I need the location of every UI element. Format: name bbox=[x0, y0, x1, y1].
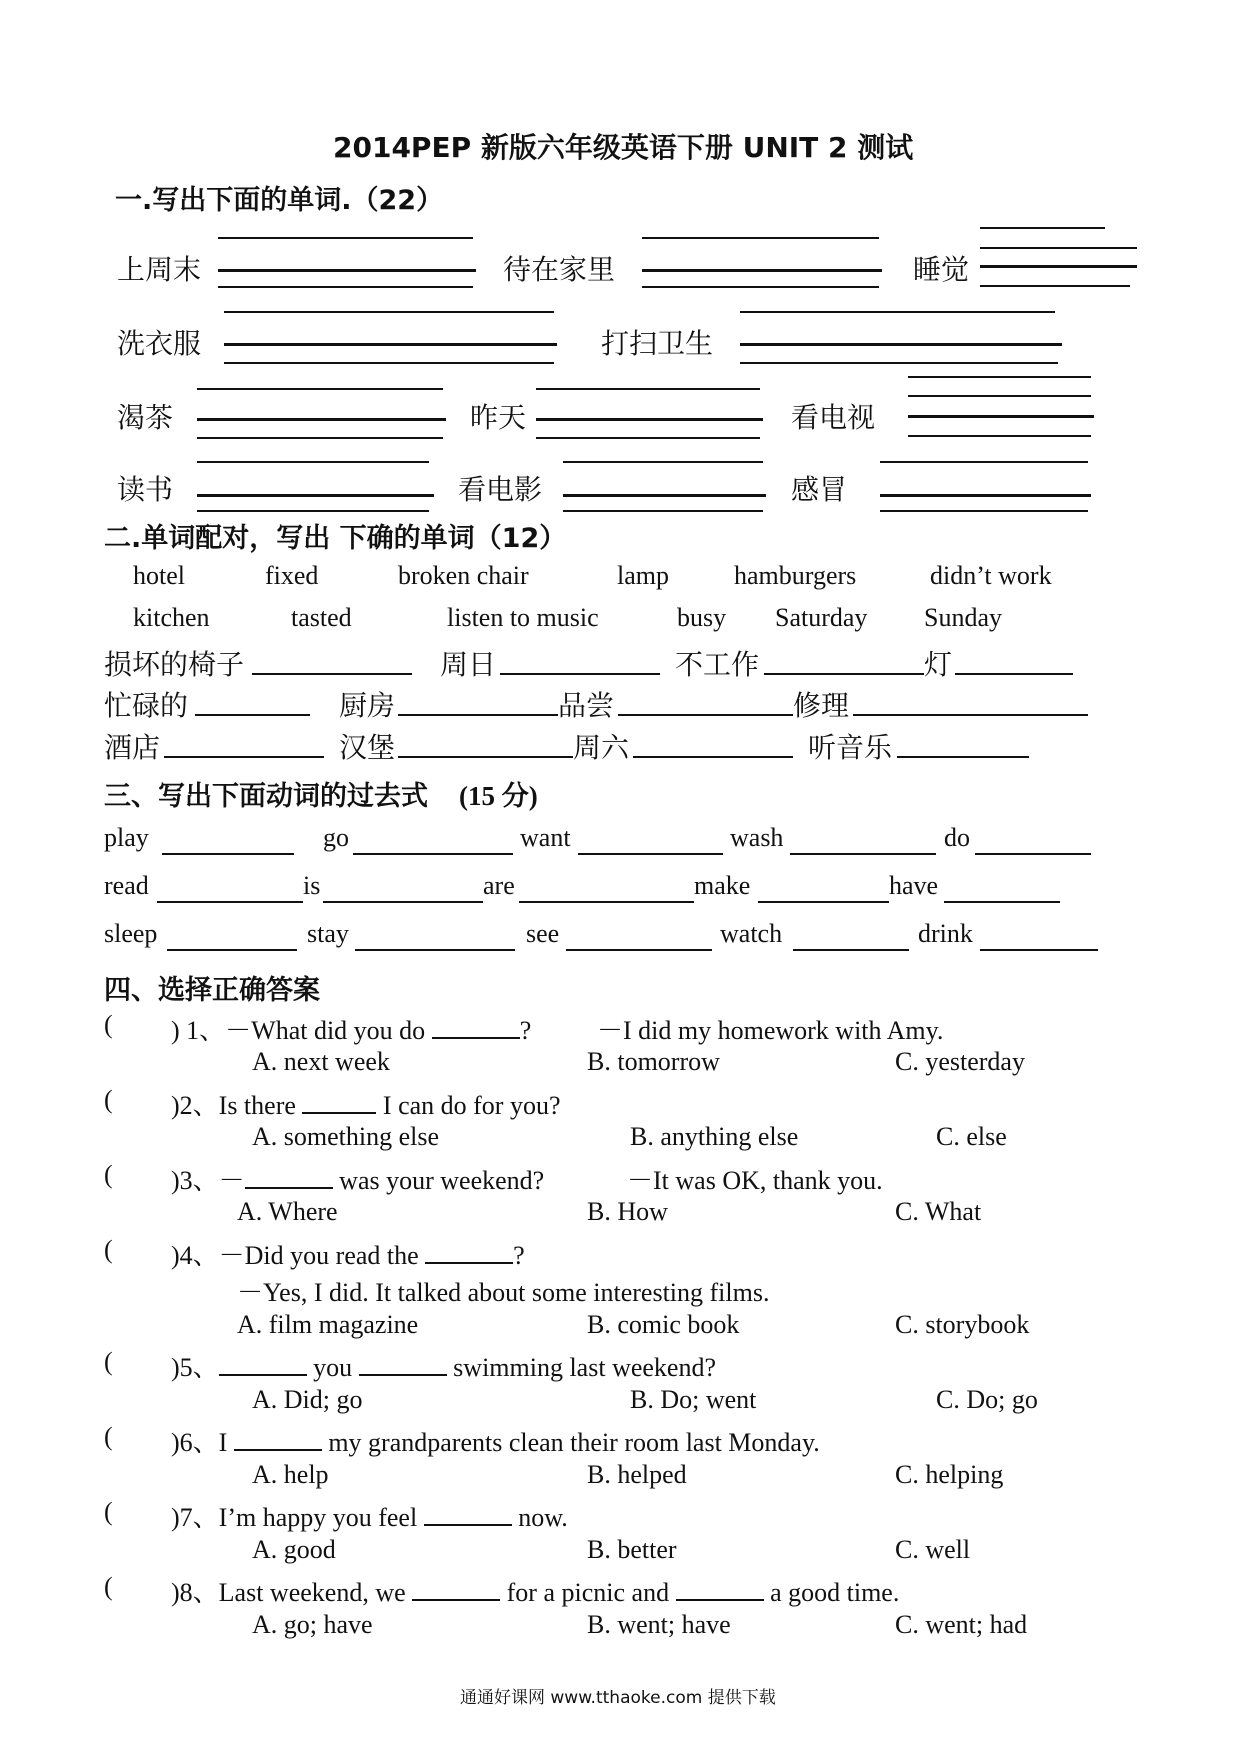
match-word: didn’t work bbox=[930, 561, 1052, 590]
answer-paren[interactable]: ( bbox=[104, 1347, 113, 1376]
answer-blank[interactable] bbox=[793, 949, 909, 951]
s2-prompt: 不工作 bbox=[675, 648, 760, 681]
writing-line[interactable] bbox=[218, 269, 476, 272]
writing-line[interactable] bbox=[980, 285, 1130, 287]
writing-line[interactable] bbox=[740, 362, 1058, 364]
answer-blank[interactable] bbox=[353, 853, 513, 855]
answer-blank[interactable] bbox=[975, 853, 1091, 855]
answer-blank[interactable] bbox=[157, 901, 303, 903]
s2-prompt: 忙碌的 bbox=[104, 689, 189, 722]
answer-paren[interactable]: ( bbox=[104, 1160, 113, 1189]
writing-line[interactable] bbox=[197, 437, 443, 439]
question-blank[interactable] bbox=[302, 1111, 376, 1114]
s1-item-drink-tea: 渴茶 bbox=[117, 401, 174, 434]
answer-blank[interactable] bbox=[897, 756, 1029, 758]
verb: are bbox=[483, 871, 515, 900]
answer-blank[interactable] bbox=[853, 714, 1088, 716]
answer-blank[interactable] bbox=[618, 714, 793, 716]
answer-blank[interactable] bbox=[500, 673, 660, 675]
writing-line[interactable] bbox=[908, 376, 1091, 378]
question-text: a good time. bbox=[770, 1578, 900, 1607]
writing-line[interactable] bbox=[197, 418, 446, 421]
s1-item-watch-film: 看电影 bbox=[458, 473, 543, 506]
answer-blank[interactable] bbox=[980, 949, 1098, 951]
answer-paren[interactable]: ( bbox=[104, 1010, 113, 1039]
option-b[interactable]: B. How bbox=[587, 1197, 668, 1226]
answer-blank[interactable] bbox=[398, 756, 573, 758]
match-word: hotel bbox=[133, 561, 185, 590]
question-text: )4、－Did you read the bbox=[171, 1241, 419, 1270]
option-c[interactable]: C. else bbox=[936, 1122, 1007, 1151]
question-text: )8、Last weekend, we bbox=[171, 1578, 406, 1607]
question-3 bbox=[171, 1160, 544, 1197]
question-text: you bbox=[313, 1353, 353, 1382]
answer-blank[interactable] bbox=[944, 901, 1060, 903]
match-word: busy bbox=[677, 603, 727, 632]
verb: make bbox=[694, 871, 751, 900]
question-blank[interactable] bbox=[245, 1186, 333, 1189]
writing-line[interactable] bbox=[563, 494, 766, 497]
s1-item-read-books: 读书 bbox=[117, 473, 174, 506]
question-6 bbox=[171, 1422, 820, 1459]
question-text: was your weekend? bbox=[339, 1166, 545, 1195]
s2-prompt: 汉堡 bbox=[339, 731, 396, 764]
s1-item-wash-clothes: 洗衣服 bbox=[117, 327, 202, 360]
match-word: kitchen bbox=[133, 603, 210, 632]
section2-heading: 二.单词配对，写出 下确的单词（12） bbox=[104, 523, 567, 554]
s2-prompt: 品尝 bbox=[558, 689, 615, 722]
question-text: I can do for you? bbox=[382, 1091, 561, 1120]
option-b[interactable]: B. tomorrow bbox=[587, 1047, 720, 1076]
writing-line[interactable] bbox=[908, 435, 1091, 437]
s1-item-clean-room: 打扫卫生 bbox=[601, 327, 714, 360]
writing-line[interactable] bbox=[908, 395, 1091, 397]
writing-line[interactable] bbox=[563, 461, 763, 463]
question-text: )3、－ bbox=[171, 1166, 245, 1195]
writing-line[interactable] bbox=[740, 311, 1055, 313]
section4-heading: 四、选择正确答案 bbox=[104, 975, 320, 1006]
writing-line[interactable] bbox=[880, 461, 1088, 463]
match-word: broken chair bbox=[398, 561, 529, 590]
option-c[interactable]: C. helping bbox=[895, 1460, 1004, 1489]
answer-blank[interactable] bbox=[566, 949, 712, 951]
question-text: －I did my homework with Amy. bbox=[597, 1016, 944, 1045]
option-a[interactable]: A. something else bbox=[252, 1122, 440, 1151]
option-c[interactable]: C. well bbox=[895, 1535, 971, 1564]
verb: have bbox=[889, 871, 939, 900]
question-blank[interactable] bbox=[424, 1523, 512, 1526]
question-blank[interactable] bbox=[219, 1373, 307, 1376]
answer-blank[interactable] bbox=[164, 756, 324, 758]
writing-line[interactable] bbox=[536, 418, 763, 421]
writing-line[interactable] bbox=[197, 494, 434, 497]
writing-line[interactable] bbox=[218, 286, 473, 288]
s2-prompt: 听音乐 bbox=[808, 731, 893, 764]
writing-line[interactable] bbox=[980, 227, 1105, 229]
answer-paren[interactable]: ( bbox=[104, 1085, 113, 1114]
writing-line[interactable] bbox=[980, 247, 1137, 249]
writing-line[interactable] bbox=[197, 510, 429, 512]
answer-paren[interactable]: ( bbox=[104, 1572, 113, 1601]
question-8 bbox=[171, 1572, 899, 1609]
s2-prompt: 周六 bbox=[573, 731, 630, 764]
match-word: fixed bbox=[265, 561, 319, 590]
question-text: －It was OK, thank you. bbox=[627, 1166, 883, 1195]
answer-blank[interactable] bbox=[355, 949, 515, 951]
option-b[interactable]: B. helped bbox=[587, 1460, 687, 1489]
verb: sleep bbox=[104, 919, 158, 948]
verb: stay bbox=[307, 919, 349, 948]
writing-line[interactable] bbox=[536, 388, 760, 390]
s2-prompt: 酒店 bbox=[104, 731, 161, 764]
question-text: )2、Is there bbox=[171, 1091, 296, 1120]
verb: see bbox=[526, 919, 560, 948]
writing-line[interactable] bbox=[563, 510, 763, 512]
option-b[interactable]: B. Do; went bbox=[630, 1385, 757, 1414]
verb: watch bbox=[720, 919, 783, 948]
option-c[interactable]: C. Do; go bbox=[936, 1385, 1038, 1414]
match-word: tasted bbox=[291, 603, 352, 632]
s2-prompt: 损坏的椅子 bbox=[104, 648, 245, 681]
writing-line[interactable] bbox=[908, 415, 1094, 418]
s1-item-stay-home: 待在家里 bbox=[503, 253, 616, 286]
writing-line[interactable] bbox=[224, 311, 554, 313]
question-blank[interactable] bbox=[676, 1598, 764, 1601]
s1-item-yesterday: 昨天 bbox=[470, 401, 527, 434]
answer-paren[interactable]: ( bbox=[104, 1497, 113, 1526]
option-a[interactable]: A. next week bbox=[252, 1047, 390, 1076]
match-word: hamburgers bbox=[734, 561, 857, 590]
writing-line[interactable] bbox=[197, 461, 429, 463]
writing-line[interactable] bbox=[642, 269, 882, 272]
option-a[interactable]: A. Where bbox=[237, 1197, 338, 1226]
s2-prompt: 周日 bbox=[440, 648, 497, 681]
match-word: listen to music bbox=[447, 603, 599, 632]
verb: play bbox=[104, 823, 149, 852]
question-2 bbox=[171, 1085, 561, 1122]
writing-line[interactable] bbox=[224, 362, 554, 364]
answer-blank[interactable] bbox=[790, 853, 936, 855]
verb: read bbox=[104, 871, 149, 900]
verb: want bbox=[520, 823, 571, 852]
match-word: lamp bbox=[617, 561, 669, 590]
answer-blank[interactable] bbox=[519, 901, 694, 903]
option-a[interactable]: A. go; have bbox=[252, 1610, 373, 1639]
question-text: ) 1、－What did you do bbox=[171, 1016, 426, 1045]
question-text: ? bbox=[519, 1016, 532, 1045]
option-b[interactable]: B. anything else bbox=[630, 1122, 799, 1151]
writing-line[interactable] bbox=[642, 286, 879, 288]
option-c[interactable]: C. storybook bbox=[895, 1310, 1030, 1339]
s2-prompt: 厨房 bbox=[339, 689, 396, 722]
option-b[interactable]: B. better bbox=[587, 1535, 677, 1564]
question-5 bbox=[171, 1347, 716, 1384]
verb: wash bbox=[730, 823, 784, 852]
question-text: )7、I’m happy you feel bbox=[171, 1503, 418, 1532]
verb: is bbox=[303, 871, 321, 900]
question-blank[interactable] bbox=[425, 1261, 513, 1264]
match-word: Sunday bbox=[924, 603, 1002, 632]
verb: drink bbox=[918, 919, 973, 948]
writing-line[interactable] bbox=[224, 343, 557, 346]
question-text: swimming last weekend? bbox=[453, 1353, 717, 1382]
question-text: )5、 bbox=[171, 1353, 219, 1382]
section3-heading: 三、写出下面动词的过去式 bbox=[104, 781, 428, 812]
writing-line[interactable] bbox=[980, 265, 1137, 268]
question-text: ? bbox=[513, 1241, 525, 1270]
answer-blank[interactable] bbox=[323, 901, 483, 903]
question-7 bbox=[171, 1497, 568, 1534]
answer-blank[interactable] bbox=[633, 756, 793, 758]
question-text: now. bbox=[518, 1503, 568, 1532]
s1-item-last-weekend: 上周末 bbox=[117, 253, 202, 286]
option-c[interactable]: C. went; had bbox=[895, 1610, 1028, 1639]
option-a[interactable]: A. Did; go bbox=[252, 1385, 363, 1414]
question-text: )6、I bbox=[171, 1428, 228, 1457]
answer-blank[interactable] bbox=[398, 714, 558, 716]
section1-heading: 一.写出下面的单词.（22） bbox=[115, 185, 444, 216]
answer-blank[interactable] bbox=[162, 853, 294, 855]
question-blank[interactable] bbox=[234, 1448, 322, 1451]
s1-item-watch-tv: 看电视 bbox=[791, 401, 876, 434]
s2-prompt: 修理 bbox=[793, 689, 850, 722]
question-4 bbox=[171, 1235, 525, 1272]
option-c[interactable]: C. What bbox=[895, 1197, 982, 1226]
answer-blank[interactable] bbox=[578, 853, 723, 855]
s1-item-sleep: 睡觉 bbox=[913, 253, 970, 286]
writing-line[interactable] bbox=[642, 237, 879, 239]
writing-line[interactable] bbox=[218, 237, 473, 239]
answer-blank[interactable] bbox=[764, 673, 924, 675]
question-blank[interactable] bbox=[359, 1373, 447, 1376]
s2-prompt: 灯 bbox=[924, 648, 953, 681]
answer-blank[interactable] bbox=[167, 949, 297, 951]
page-title: 2014PEP 新版六年级英语下册 UNIT 2 测试 bbox=[333, 131, 914, 164]
footer-credit: 通通好课网 www.tthaoke.com 提供下载 bbox=[460, 1688, 776, 1708]
question-blank[interactable] bbox=[412, 1598, 500, 1601]
writing-line[interactable] bbox=[880, 510, 1088, 512]
option-c[interactable]: C. yesterday bbox=[895, 1047, 1025, 1076]
match-word: Saturday bbox=[775, 603, 868, 632]
answer-blank[interactable] bbox=[195, 714, 310, 716]
s1-item-cold: 感冒 bbox=[791, 473, 848, 506]
option-a[interactable]: A. film magazine bbox=[237, 1310, 419, 1339]
answer-blank[interactable] bbox=[252, 673, 412, 675]
writing-line[interactable] bbox=[536, 437, 760, 439]
question-1 bbox=[171, 1010, 531, 1047]
verb: go bbox=[323, 823, 349, 852]
question-blank[interactable] bbox=[432, 1036, 520, 1039]
option-a[interactable]: A. good bbox=[252, 1535, 336, 1564]
verb: do bbox=[944, 823, 970, 852]
question-text: my grandparents clean their room last Monday. bbox=[328, 1428, 820, 1457]
option-b[interactable]: B. comic book bbox=[587, 1310, 740, 1339]
section3-score: (15 分) bbox=[459, 781, 538, 811]
writing-line[interactable] bbox=[880, 494, 1091, 497]
answer-blank[interactable] bbox=[758, 901, 889, 903]
writing-line[interactable] bbox=[740, 343, 1062, 346]
option-a[interactable]: A. help bbox=[252, 1460, 329, 1489]
answer-paren[interactable]: ( bbox=[104, 1422, 113, 1451]
question-text: for a picnic and bbox=[506, 1578, 670, 1607]
answer-paren[interactable]: ( bbox=[104, 1235, 113, 1264]
question-text: －Yes, I did. It talked about some interesting films. bbox=[237, 1278, 770, 1307]
writing-line[interactable] bbox=[197, 388, 443, 390]
option-b[interactable]: B. went; have bbox=[587, 1610, 731, 1639]
answer-blank[interactable] bbox=[955, 673, 1073, 675]
